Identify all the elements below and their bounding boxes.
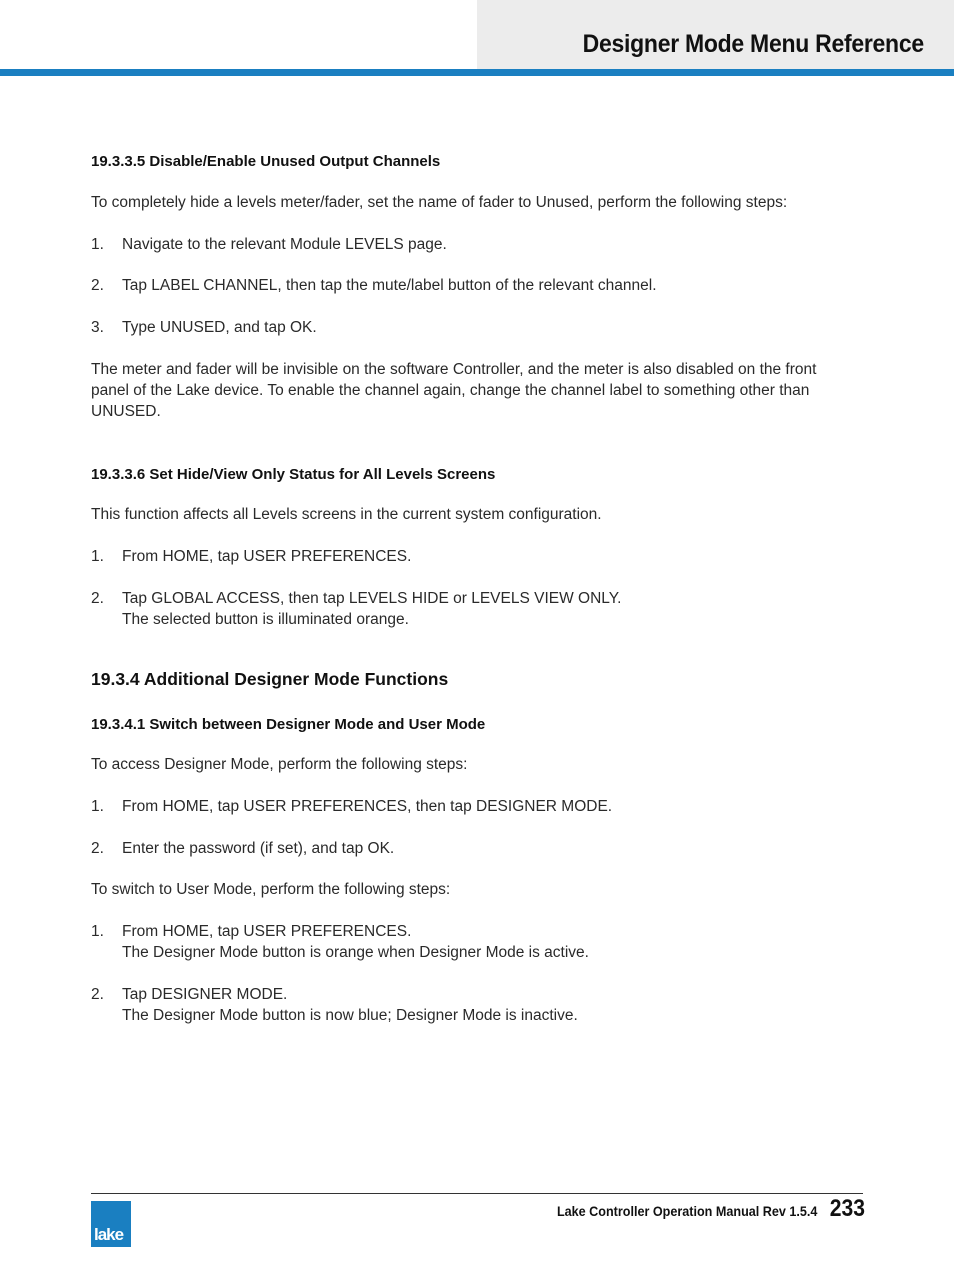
list-subtext: The Designer Mode button is now blue; Designer Mode is inactive. xyxy=(122,1007,578,1024)
list-text: Tap DESIGNER MODE. xyxy=(122,986,288,1003)
list-subtext: The Designer Mode button is orange when Designer Mode is active. xyxy=(122,944,589,961)
list-number: 2. xyxy=(91,277,104,294)
list-number: 2. xyxy=(91,986,104,1003)
list-text: Type UNUSED, and tap OK. xyxy=(122,319,317,336)
paragraph-intro-designer: To access Designer Mode, perform the following steps: xyxy=(91,756,468,773)
section-heading-19-3-4: 19.3.4 Additional Designer Mode Functions xyxy=(91,669,449,689)
footer-manual-title: Lake Controller Operation Manual Rev 1.5.4 xyxy=(556,1203,817,1219)
list-text: From HOME, tap USER PREFERENCES. xyxy=(122,548,412,565)
list-number: 1. xyxy=(91,236,104,253)
section-heading-19-3-4-1: 19.3.4.1 Switch between Designer Mode and User Mode xyxy=(91,716,486,733)
section-heading-19-3-3-6: 19.3.3.6 Set Hide/View Only Status for All Levels Screens xyxy=(91,466,496,483)
section-heading-19-3-3-5: 19.3.3.5 Disable/Enable Unused Output Channels xyxy=(91,153,441,170)
list-text: Navigate to the relevant Module LEVELS page. xyxy=(122,236,447,253)
list-text: Tap LABEL CHANNEL, then tap the mute/label button of the relevant channel. xyxy=(122,277,657,294)
header-rule xyxy=(0,69,954,76)
lake-logo xyxy=(91,1201,131,1247)
list-number: 1. xyxy=(91,548,104,565)
list-text: From HOME, tap USER PREFERENCES, then tap DESIGNER MODE. xyxy=(122,798,613,815)
list-number: 3. xyxy=(91,319,104,336)
list-number: 1. xyxy=(91,923,104,940)
list-number: 2. xyxy=(91,590,104,607)
list-text: Tap GLOBAL ACCESS, then tap LEVELS HIDE or LEVELS VIEW ONLY. xyxy=(122,590,622,607)
list-number: 2. xyxy=(91,840,104,857)
paragraph-intro-user: To switch to User Mode, perform the following steps: xyxy=(91,881,451,898)
paragraph-intro: This function affects all Levels screens in the current system configuration. xyxy=(91,506,602,523)
paragraph-intro: To completely hide a levels meter/fader, set the name of fader to Unused, perform the following steps: xyxy=(91,194,788,211)
paragraph-outro: The meter and fader will be invisible on the software Controller, and the meter is also disabled on the front panel of the Lake device. To enable the channel again, change the channel label to something other than UNUSED. xyxy=(91,361,817,420)
page-number: 233 xyxy=(829,1195,865,1222)
list-text: From HOME, tap USER PREFERENCES. xyxy=(122,923,412,940)
lake-logo-text: lake xyxy=(94,1225,124,1244)
list-subtext: The selected button is illuminated orange. xyxy=(122,611,409,628)
list-text: Enter the password (if set), and tap OK. xyxy=(122,840,395,857)
footer-rule xyxy=(91,1193,863,1194)
list-number: 1. xyxy=(91,798,104,815)
page-title: Designer Mode Menu Reference xyxy=(582,30,924,58)
